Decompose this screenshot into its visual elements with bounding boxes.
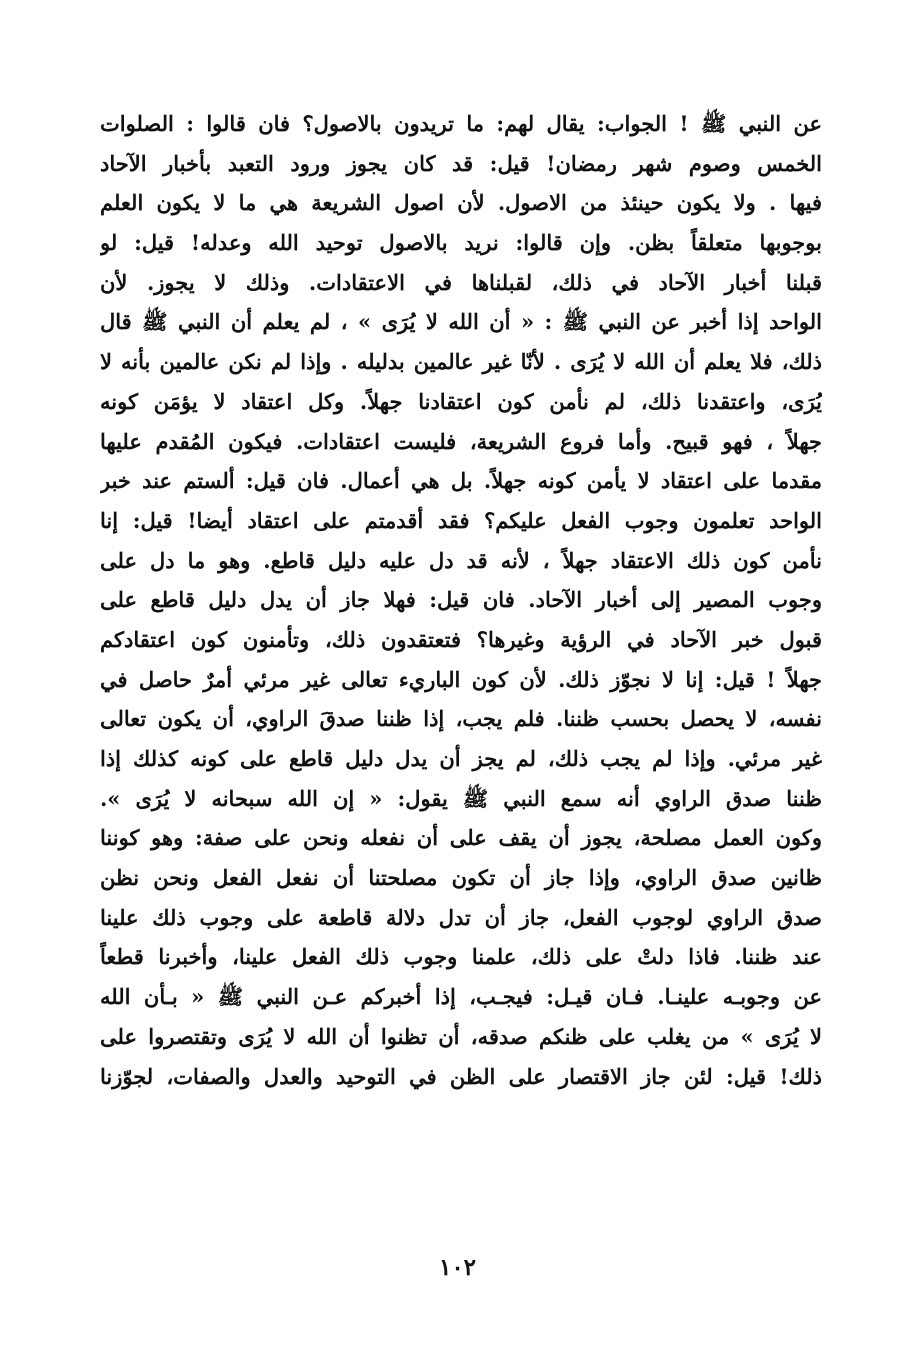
text-line: الواحد تعلمون وجوب الفعل عليكم؟ فقد أقدمتم على اعتقاد أيضا! قيل: إنا	[100, 507, 822, 533]
text-line: عند ظننا. فاذا دلتْ على ذلك، علمنا وجوب ذلك الفعل علينا، وأخبرنا قطعاً	[100, 944, 822, 970]
text-line: ذلك، فلا يعلم أن الله لا يُرَى . لأنّا غير عالمين بدليله . وإذا لم نكن عالمين بأنه لا	[100, 349, 822, 375]
text-line: مقدما على اعتقاد لا يأمن كونه جهلاً. بل هي أعمال. فان قيل: ألستم عند خبر	[100, 468, 822, 494]
text-line: قبول خبر الآحاد في الرؤية وغيرها؟ فتعتقدون ذلك، وتأمنون كون اعتقادكم	[100, 626, 822, 652]
text-line: وجوب المصير إلى أخبار الآحاد. فان قيل: فهلا جاز أن يدل دليل قاطع على	[100, 587, 822, 613]
text-line: غير مرئي. وإذا لم يجب ذلك، لم يجز أن يدل دليل قاطع على كونه كذلك إذا	[100, 746, 822, 771]
text-line: لا يُرَى » من يغلب على ظنكم صدقه، أن تظنوا أن الله لا يُرَى وتقتصروا على	[100, 1023, 822, 1049]
text-line: قبلنا أخبار الآحاد في ذلك، لقبلناها في الاعتقادات. وذلك لا يجوز. لأن	[100, 269, 822, 295]
text-line: نفسه، لا يحصل بحسب ظننا. فلم يجب، إذا ظننا صدقَ الراوي، أن يكون تعالى	[100, 706, 822, 732]
text-line: ذلك! قيل: لئن جاز الاقتصار على الظن في التوحيد والعدل والصفات، لجوّزنا	[100, 1063, 822, 1089]
text-line: نأمن كون ذلك الاعتقاد جهلاً ، لأنه قد دل عليه دليل قاطع. وهو ما دل على	[100, 547, 822, 573]
text-line: فيها . ولا يكون حينئذ من الاصول. لأن اصول الشريعة هي ما لا يكون العلم	[100, 190, 822, 216]
text-line: ظننا صدق الراوي أنه سمع النبي ﷺ يقول: « إن الله سبحانه لا يُرَى ».	[100, 785, 822, 811]
text-line: الخمس وصوم شهر رمضان! قيل: قد كان يجوز ورود التعبد بأخبار الآحاد	[100, 150, 822, 176]
text-line: الواحد إذا أخبر عن النبي ﷺ : « أن الله لا يُرَى » ، لم يعلم أن النبي ﷺ قال	[100, 309, 822, 335]
body-text	[100, 104, 822, 1096]
text-line: عن وجوبـه علينـا. فـان قيـل: فيجـب، إذا أخبركم عـن النبي ﷺ « بـأن الله	[100, 984, 822, 1010]
text-line: صدق الراوي لوجوب الفعل، جاز أن تدل دلالة قاطعة على وجوب ذلك علينا	[100, 904, 822, 930]
text-line: بوجوبها متعلقاً بظن. وإن قالوا: نريد بالاصول توحيد الله وعدله! قيل: لو	[100, 230, 822, 256]
text-line: جهلاً ، فهو قبيح. وأما فروع الشريعة، فليست اعتقادات. فيكون المُقدم عليها	[100, 428, 822, 454]
text-line: جهلاً ! قيل: إنا لا نجوّز ذلك. لأن كون الباريء تعالى غير مرئي أمرٌ حاصل في	[100, 666, 822, 692]
text-line: وكون العمل مصلحة، يجوز أن يقف على أن نفعله ونحن على صفة: وهو كوننا	[100, 825, 822, 851]
page-number: ١٠٢	[438, 1254, 477, 1281]
text-line: يُرَى، واعتقدنا ذلك، لم نأمن كون اعتقادنا جهلاً. وكل اعتقاد لا يؤمَن كونه	[100, 388, 822, 414]
text-line: ظانين صدق الراوي، وإذا جاز أن تكون مصلحتنا أن نفعل الفعل ونحن نظن	[100, 865, 822, 891]
text-line: عن النبي ﷺ ! الجواب: يقال لهم: ما تريدون بالاصول؟ فان قالوا : الصلوات	[100, 111, 822, 136]
